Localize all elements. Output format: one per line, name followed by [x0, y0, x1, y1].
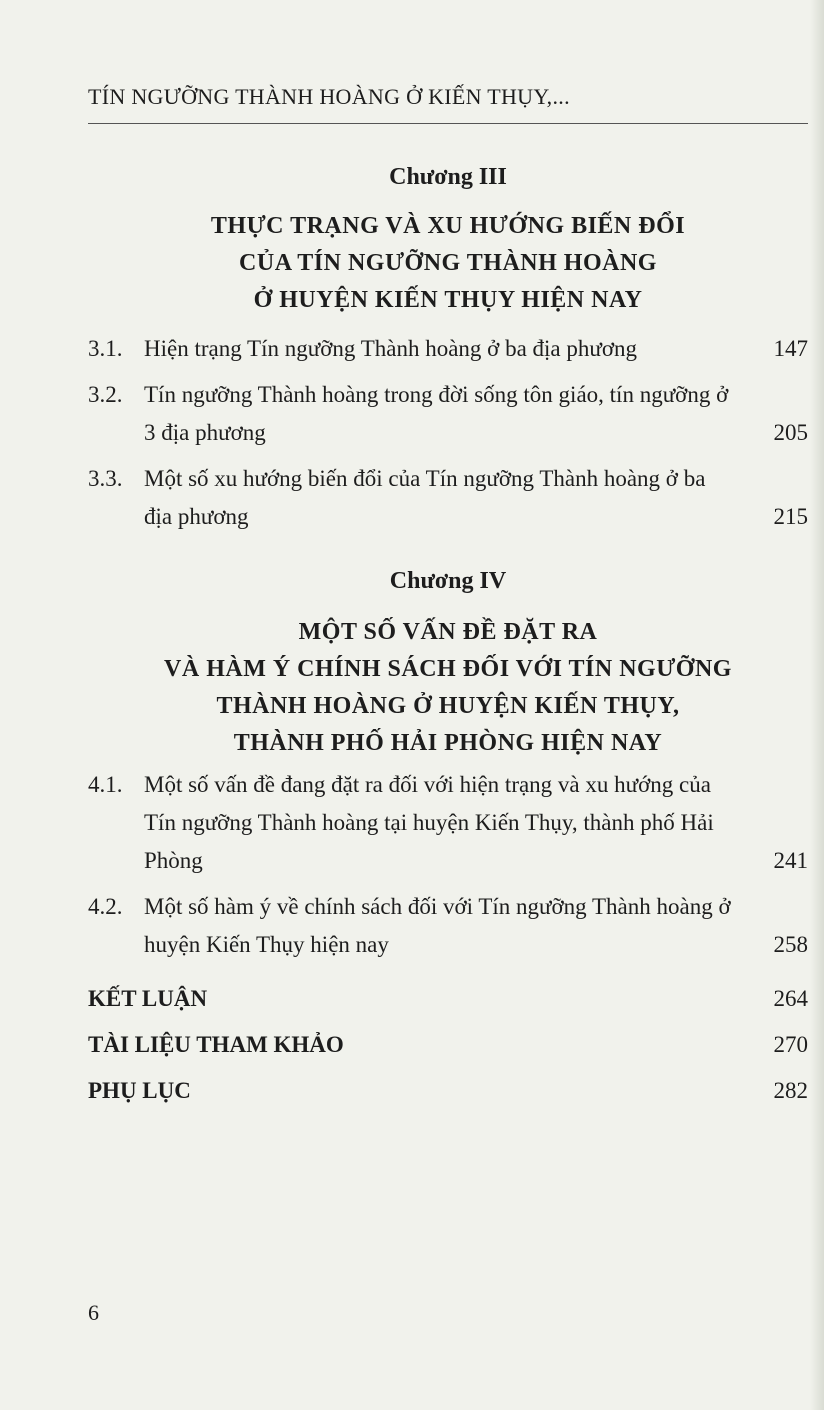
page-edge-shadow — [810, 0, 824, 1410]
running-head: TÍN NGƯỠNG THÀNH HOÀNG Ở KIẾN THỤY,... — [88, 84, 570, 109]
toc-entry-number: 3.3. — [88, 466, 123, 491]
chapter-4-title-line: VÀ HÀM Ý CHÍNH SÁCH ĐỐI VỚI TÍN NGƯỠNG — [164, 656, 732, 682]
chapter-3-title — [88, 208, 808, 319]
toc-entry-text: Hiện trạng Tín ngưỡng Thành hoàng ở ba địa phương — [144, 336, 638, 361]
toc-entry-conclusion[interactable] — [88, 980, 808, 1018]
toc-entry[interactable] — [88, 376, 808, 452]
toc-entry[interactable] — [88, 888, 808, 964]
toc-entry-number: 3.2. — [88, 382, 123, 407]
header-rule — [88, 123, 808, 124]
page-number: 6 — [88, 1300, 99, 1325]
chapter-4-title — [88, 614, 808, 762]
toc-entry-label: PHỤ LỤC — [88, 1078, 191, 1103]
toc-entry-text: Tín ngưỡng Thành hoàng trong đời sống tôn giáo, tín ngưỡng ở 3 địa phương — [144, 382, 729, 445]
toc-entry-page: 258 — [773, 932, 808, 957]
chapter-4-title-line: THÀNH HOÀNG Ở HUYỆN KIẾN THỤY, — [216, 693, 680, 719]
chapter-4-title-line: THÀNH PHỐ HẢI PHÒNG HIỆN NAY — [233, 730, 663, 756]
chapter-4-label: Chương IV — [389, 568, 507, 594]
toc-entry-page: 147 — [773, 336, 808, 361]
toc-entry-text: Một số vấn đề đang đặt ra đối với hiện trạng và xu hướng của Tín ngưỡng Thành hoàng tại huyện Kiến Thụy, thành phố Hải Phòng — [144, 772, 714, 873]
toc-entry-text: Một số hàm ý về chính sách đối với Tín ngưỡng Thành hoàng ở huyện Kiến Thụy hiện nay — [144, 894, 731, 957]
toc-entry-page: 282 — [773, 1078, 808, 1103]
toc-entry-page: 264 — [773, 986, 808, 1011]
toc-entry-page: 241 — [773, 848, 808, 873]
toc-entry-number: 4.2. — [88, 894, 123, 919]
chapter-3-title-line: Ở HUYỆN KIẾN THỤY HIỆN NAY — [253, 287, 643, 313]
toc-entry-number: 4.1. — [88, 772, 123, 797]
toc-entry-appendix[interactable] — [88, 1072, 808, 1110]
toc-entry-label: TÀI LIỆU THAM KHẢO — [88, 1032, 344, 1057]
chapter-3-label: Chương III — [389, 164, 507, 190]
toc-entry-label: KẾT LUẬN — [88, 986, 208, 1011]
toc-entry-page: 270 — [773, 1032, 808, 1057]
toc-entry-references[interactable] — [88, 1026, 808, 1064]
toc-entry[interactable] — [88, 330, 808, 368]
chapter-3-title-line: THỰC TRẠNG VÀ XU HƯỚNG BIẾN ĐỔI — [210, 213, 686, 239]
toc-entry[interactable] — [88, 460, 808, 536]
toc-entry-page: 215 — [773, 504, 808, 529]
toc-entry-page: 205 — [773, 420, 808, 445]
toc-entry-text: Một số xu hướng biến đổi của Tín ngưỡng Thành hoàng ở ba địa phương — [144, 466, 706, 529]
toc-entry[interactable] — [88, 766, 808, 880]
chapter-3-title-line: CỦA TÍN NGƯỠNG THÀNH HOÀNG — [239, 250, 657, 276]
chapter-4-title-line: MỘT SỐ VẤN ĐỀ ĐẶT RA — [298, 619, 598, 645]
toc-entry-number: 3.1. — [88, 336, 123, 361]
